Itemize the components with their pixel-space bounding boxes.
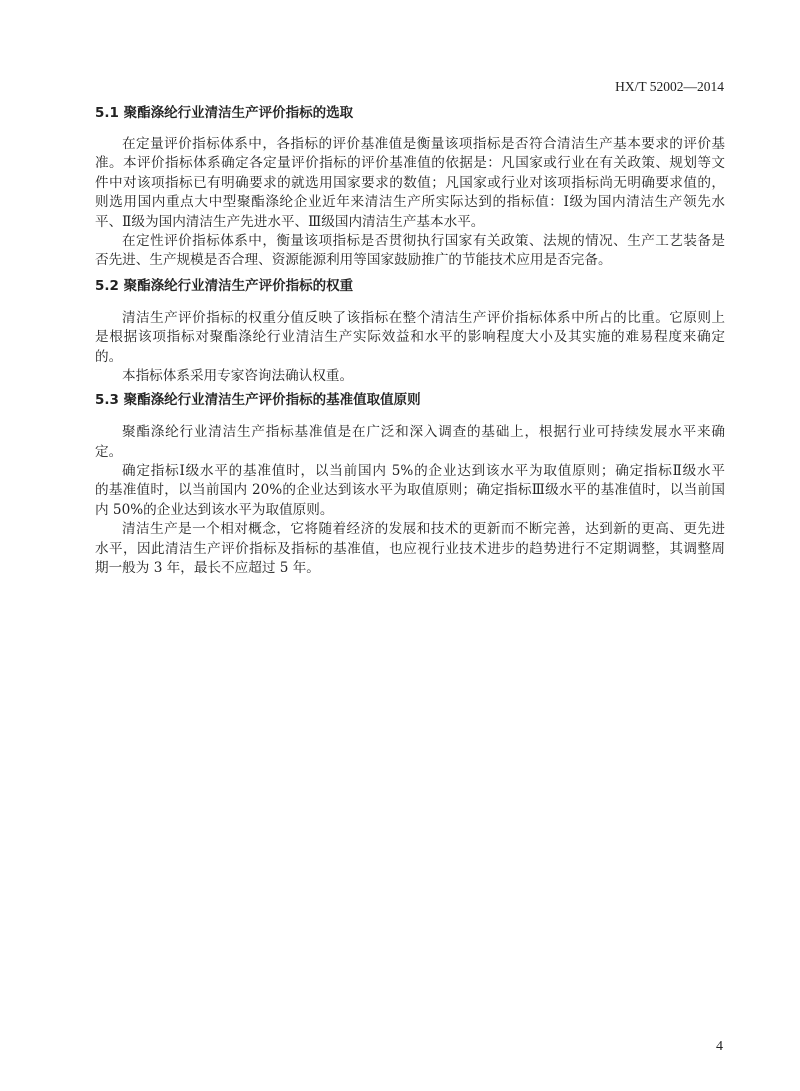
section-heading: 5.2 聚酯涤纶行业清洁生产评价指标的权重 [95, 277, 354, 294]
text-line: 本指标体系采用专家咨询法确认权重。 [122, 367, 354, 384]
text-line: 否先进、生产规模是否合理、资源能源利用等国家鼓励推广的节能技术应用是否完备。 [95, 252, 612, 269]
text-line: 的基准值时，以当前国内 20%的企业达到该水平为取值原则；确定指标Ⅲ级水平的基准值时，以当前国 [95, 482, 725, 499]
paragraph [95, 520, 725, 578]
paragraph [95, 309, 725, 367]
text-line: 则选用国内重点大中型聚酯涤纶企业近年来清洁生产所实际达到的指标值：Ⅰ级为国内清洁生产领先水 [95, 194, 725, 211]
page-number: 4 [716, 1039, 723, 1054]
paragraph [95, 367, 725, 386]
paragraph [95, 462, 725, 520]
text-line: 水平，因此清洁生产评价指标及指标的基准值，也应视行业技术进步的趋势进行不定期调整，其调整周 [95, 540, 725, 557]
text-line: 聚酯涤纶行业清洁生产指标基准值是在广泛和深入调查的基础上，根据行业可持续发展水平来确 [122, 424, 725, 441]
document-code-header: HX/T 52002—2014 [615, 79, 724, 94]
text-line: 在定量评价指标体系中，各指标的评价基准值是衡量该项指标是否符合清洁生产基本要求的评价基 [122, 136, 725, 152]
text-line: 定。 [95, 443, 123, 460]
text-line: 在定性评价指标体系中，衡量该项指标是否贯彻执行国家有关政策、法规的情况、生产工艺装备是 [122, 232, 725, 249]
text-line: 平、Ⅱ级为国内清洁生产先进水平、Ⅲ级国内清洁生产基本水平。 [95, 213, 485, 230]
text-line: 清洁生产是一个相对概念，它将随着经济的发展和技术的更新而不断完善，达到新的更高、更先进 [122, 521, 725, 538]
text-line: 准。本评价指标体系确定各定量评价指标的评价基准值的依据是：凡国家或行业在有关政策、规划等文 [95, 155, 725, 172]
text-line: 确定指标Ⅰ级水平的基准值时，以当前国内 5%的企业达到该水平为取值原则；确定指标Ⅱ级水平 [122, 463, 725, 480]
section [95, 391, 725, 578]
text-line: 期一般为 3 年，最长不应超过 5 年。 [95, 560, 320, 577]
text-line: 件中对该项指标已有明确要求的就选用国家要求的数值；凡国家或行业对该项指标尚无明确要求值的， [95, 174, 725, 191]
document-body [95, 104, 725, 578]
section [95, 277, 725, 387]
text-line: 内 50%的企业达到该水平为取值原则。 [95, 501, 334, 518]
paragraph [95, 232, 725, 271]
section [95, 104, 725, 271]
text-line: 清洁生产评价指标的权重分值反映了该指标在整个清洁生产评价指标体系中所占的比重。它原则上 [122, 309, 725, 326]
paragraph [95, 135, 725, 232]
section-heading: 5.3 聚酯涤纶行业清洁生产评价指标的基准值取值原则 [95, 392, 421, 409]
paragraph [95, 423, 725, 462]
text-line: 的。 [95, 348, 123, 365]
section-heading: 5.1 聚酯涤纶行业清洁生产评价指标的选取 [95, 105, 354, 121]
text-line: 是根据该项指标对聚酯涤纶行业清洁生产实际效益和水平的影响程度大小及其实施的难易程度来确定 [95, 329, 725, 346]
